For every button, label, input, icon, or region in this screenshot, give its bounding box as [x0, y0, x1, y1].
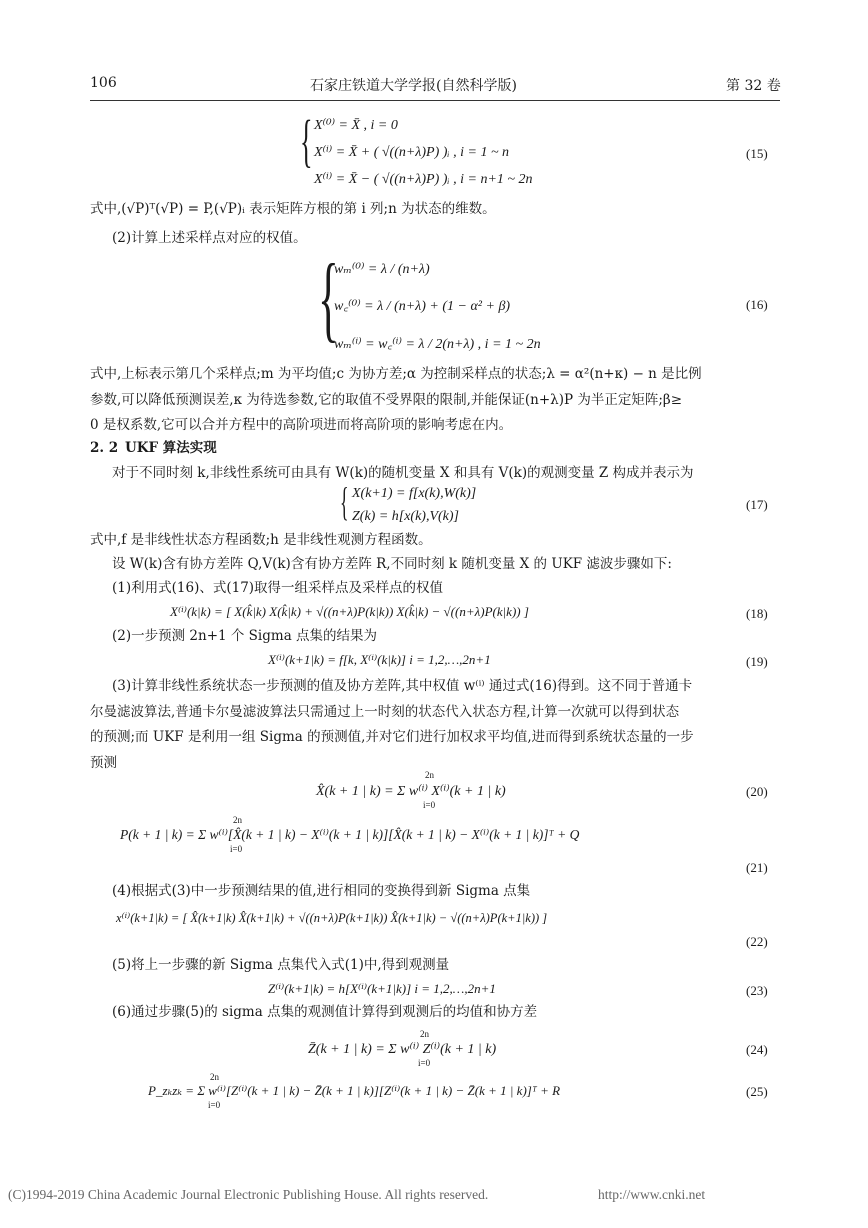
eq16-line2: w꜀⁽⁰⁾ = λ / (n+λ) + (1 − α² + β) — [334, 299, 511, 314]
eq21-sum-bottom: i=0 — [230, 844, 243, 854]
eq24-number: (24) — [746, 1042, 768, 1057]
step5-text: (5)将上一步骤的新 Sigma 点集代入式(1)中,得到观测量 — [112, 957, 450, 973]
eq24-expression: Z̄(k + 1 | k) = Σ w⁽ⁱ⁾ Z⁽ⁱ⁾(k + 1 | k) — [308, 1042, 497, 1057]
eq17-number: (17) — [746, 497, 768, 512]
step4-text: (4)根据式(3)中一步预测结果的值,进行相同的变换得到新 Sigma 点集 — [112, 883, 531, 899]
step3-line2: 尔曼滤波算法,普通卡尔曼滤波算法只需通过上一时刻的状态代入状态方程,计算一次就可以得到状态 — [90, 704, 680, 720]
eq16-explanation-line1: 式中,上标表示第几个采样点;m 为平均值;c 为协方差;α 为控制采样点的状态;λ = α²(n+κ) − n 是比例 — [90, 366, 702, 382]
eq17-explanation: 式中,f 是非线性状态方程函数;h 是非线性观测方程函数。 — [90, 532, 432, 548]
eq20-number: (20) — [746, 784, 768, 799]
journal-title: 石家庄铁道大学学报(自然科学版) — [310, 78, 517, 94]
eq15-line2: X⁽ⁱ⁾ = X̄ + ( √((n+λ)P) )ᵢ , i = 1 ~ n — [314, 145, 510, 160]
eq16-line3: wₘ⁽ⁱ⁾ = w꜀⁽ⁱ⁾ = λ / 2(n+λ) , i = 1 ~ 2n — [334, 337, 541, 352]
volume-label: 第 32 卷 — [726, 78, 781, 94]
eq22-expression: x⁽ⁱ⁾(k+1|k) = [ X̂(k+1|k) X̂(k+1|k) + √((n+λ)P(k+1|k)) X̂(k+1|k) − √((n+λ)P(k+1|k)) ] — [116, 911, 548, 925]
eq16-explanation-line2: 参数,可以降低预测误差,κ 为待选参数,它的取值不受界限的限制,并能保证(n+λ)P 为半正定矩阵;β≥ — [90, 392, 683, 408]
step3-line1: (3)计算非线性系统状态一步预测的值及协方差阵,其中权值 w⁽ⁱ⁾ 通过式(16)得到。这不同于普通卡 — [112, 678, 693, 694]
eq18-number: (18) — [746, 606, 768, 621]
eq21-sum-top: 2n — [233, 815, 242, 825]
eq25-sum-bottom: i=0 — [208, 1100, 221, 1110]
eq23-number: (23) — [746, 983, 768, 998]
eq21-number: (21) — [746, 860, 768, 875]
step3-line4: 预测 — [90, 755, 117, 771]
eq24-sum-bottom: i=0 — [418, 1058, 431, 1068]
eq24-sum-top: 2n — [420, 1029, 429, 1039]
eq17-line2: Z(k) = h[x(k),V(k)] — [352, 509, 460, 524]
step1-text: (1)利用式(16)、式(17)取得一组采样点及采样点的权值 — [112, 580, 444, 596]
eq25-sum-top: 2n — [210, 1072, 219, 1082]
eq16-explanation-line3: 0 是权系数,它可以合并方程中的高阶项进而将高阶项的影响考虑在内。 — [90, 417, 513, 433]
eq20-sum-top: 2n — [425, 770, 434, 780]
eq21-expression: P(k + 1 | k) = Σ w⁽ⁱ⁾[X̂(k + 1 | k) − X⁽ⁱ⁾(k + 1 | k)][X̂(k + 1 | k) − X⁽ⁱ⁾(k + 1 | k)]ᵀ + Q — [120, 827, 580, 842]
step3-line3: 的预测;而 UKF 是利用一组 Sigma 的预测值,并对它们进行加权求平均值,进而得到系统状态量的一步 — [90, 729, 694, 745]
eq15-brace: { — [300, 108, 313, 173]
section-number: 2. 2 — [90, 440, 119, 456]
eq19-number: (19) — [746, 654, 768, 669]
eq15-number: (15) — [746, 146, 768, 161]
eq17-line1: X(k+1) = f[x(k),W(k)] — [352, 486, 477, 501]
page-number: 106 — [90, 75, 117, 91]
eq15-explanation: 式中,(√P)ᵀ(√P) = P,(√P)ᵢ 表示矩阵方根的第 i 列;n 为状态的维数。 — [90, 201, 496, 217]
eq18-expression: X⁽ⁱ⁾(k|k) = [ X(k̂|k) X(k̂|k) + √((n+λ)P(k|k)) X(k̂|k) − √((n+λ)P(k|k)) ] — [170, 604, 529, 619]
eq20-expression: X̂(k + 1 | k) = Σ w⁽ⁱ⁾ X⁽ⁱ⁾(k + 1 | k) — [316, 784, 506, 799]
step6-text: (6)通过步骤(5)的 sigma 点集的观测值计算得到观测后的均值和协方差 — [112, 1004, 538, 1020]
eq23-expression: Z⁽ⁱ⁾(k+1|k) = h[X⁽ⁱ⁾(k+1|k)] i = 1,2,…,2n+1 — [268, 981, 496, 996]
eq25-expression: P_zₖzₖ = Σ w⁽ⁱ⁾[Z⁽ⁱ⁾(k + 1 | k) − Z̄(k + 1 | k)][Z⁽ⁱ⁾(k + 1 | k) − Z̄(k + 1 | k)]ᵀ + R — [148, 1083, 561, 1098]
footer-copyright: (C)1994-2019 China Academic Journal Electronic Publishing House. All rights reserved. — [8, 1187, 489, 1202]
eq25-number: (25) — [746, 1084, 768, 1099]
step-compute-weights: (2)计算上述采样点对应的权值。 — [112, 230, 307, 246]
eq22-number: (22) — [746, 934, 768, 949]
eq16-line1: wₘ⁽⁰⁾ = λ / (n+λ) — [334, 262, 430, 277]
eq19-expression: X⁽ⁱ⁾(k+1|k) = f[k, X⁽ⁱ⁾(k|k)] i = 1,2,…,2n+1 — [268, 652, 491, 667]
eq16-number: (16) — [746, 297, 768, 312]
eq17-brace: { — [340, 479, 349, 524]
step2-text: (2)一步预测 2n+1 个 Sigma 点集的结果为 — [112, 628, 378, 644]
system-intro: 对于不同时刻 k,非线性系统可由具有 W(k)的随机变量 X 和具有 V(k)的观测变量 Z 构成并表示为 — [112, 465, 694, 481]
header-rule — [90, 100, 780, 101]
eq16-brace: { — [318, 244, 339, 351]
ukf-setup: 设 W(k)含有协方差阵 Q,V(k)含有协方差阵 R,不同时刻 k 随机变量 X 的 UKF 滤波步骤如下: — [112, 556, 672, 572]
eq20-sum-bottom: i=0 — [423, 800, 436, 810]
section-title: UKF 算法实现 — [125, 440, 217, 456]
eq15-line3: X⁽ⁱ⁾ = X̄ − ( √((n+λ)P) )ᵢ , i = n+1 ~ 2n — [314, 172, 533, 187]
eq15-line1: X⁽⁰⁾ = X̄ , i = 0 — [314, 118, 398, 133]
footer-url: http://www.cnki.net — [598, 1187, 706, 1202]
